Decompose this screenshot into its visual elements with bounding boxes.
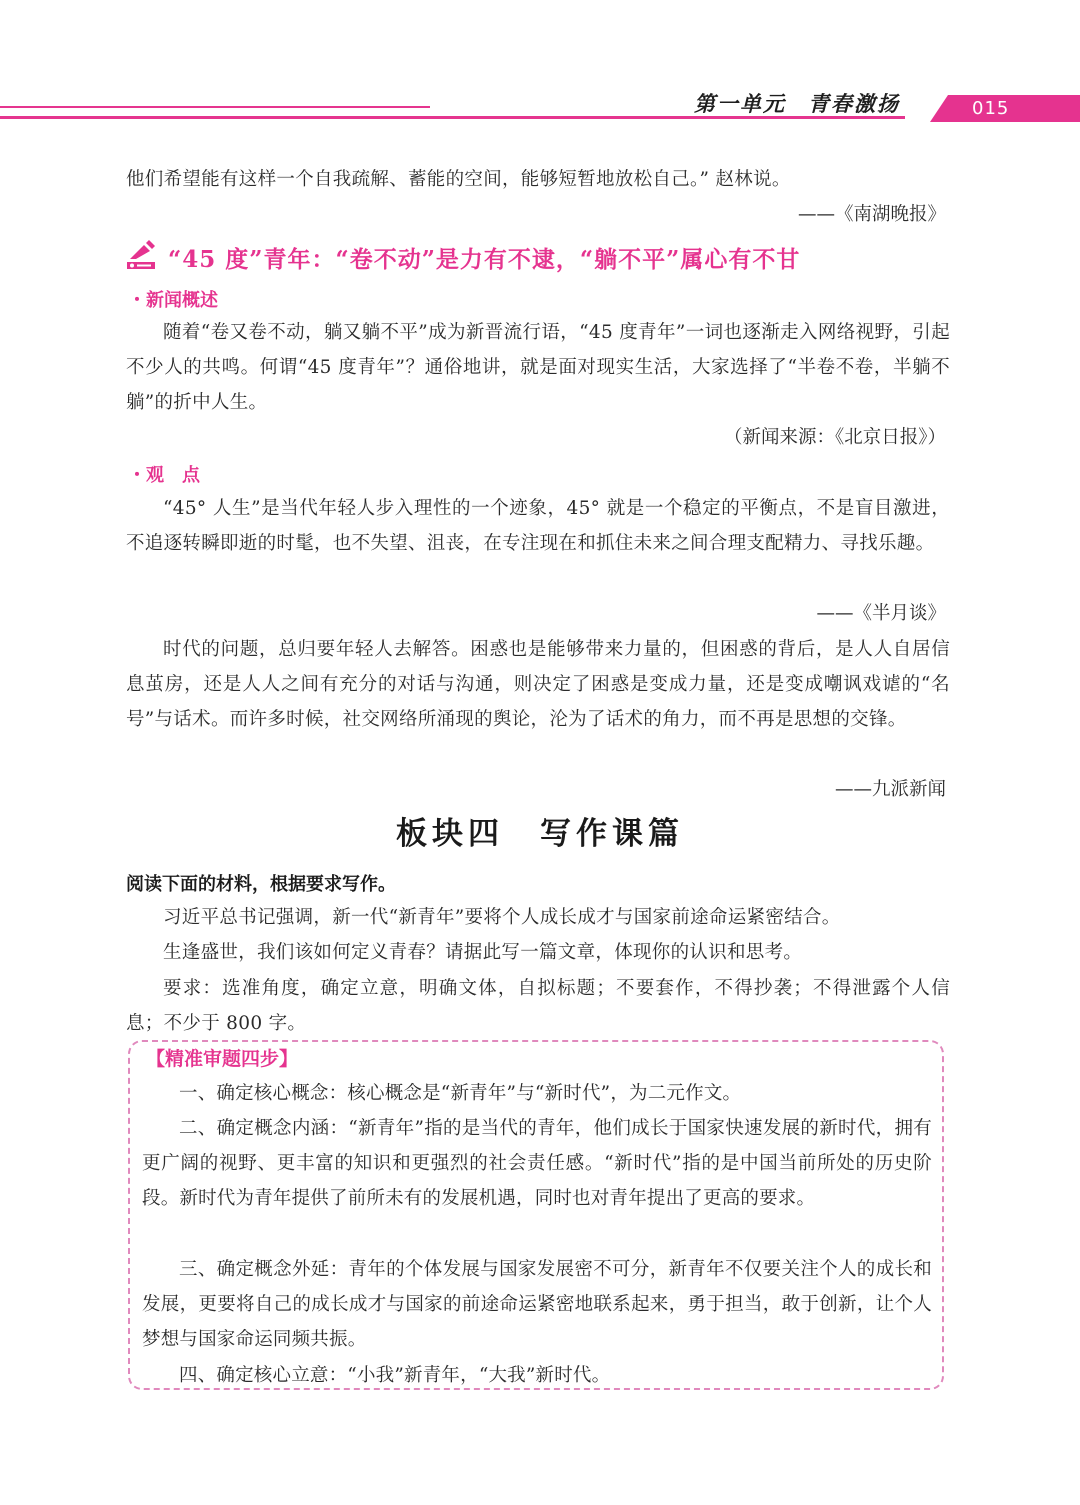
block-lead: 阅读下面的材料，根据要求写作。 <box>126 874 396 895</box>
step-4: 四、确定核心立意：“小我”新青年，“大我”新时代。 <box>179 1365 611 1386</box>
unit-theme: 青春激扬 <box>808 92 900 116</box>
section-heading <box>124 238 800 276</box>
unit-title <box>694 88 900 118</box>
views-paragraph-1: “45° 人生”是当代年轻人步入理性的一个迹象，45° 就是一个稳定的平衡点，不是盲目激进，不追逐转瞬即逝的时髦，也不失望、沮丧，在专注现在和抓住未来之间合理支配精力、寻找乐趣。 <box>126 498 950 554</box>
news-heading: ・新闻概述 <box>128 290 218 311</box>
block-title: 板块四 写作课篇 <box>396 816 684 852</box>
step-3: 三、确定概念外延：青年的个体发展与国家发展密不可分，新青年不仅要关注个人的成长和发展，更要将自己的成长成才与国家的前途命运紧密地联系起来，勇于担当，敢于创新，让个人梦想与国家命运同频共振。 <box>142 1259 932 1350</box>
step-1: 一、确定核心概念：核心概念是“新青年”与“新时代”，为二元作文。 <box>179 1083 742 1104</box>
news-body: 随着“卷又卷不动，躺又躺不平”成为新晋流行语，“45 度青年”一词也逐渐走入网络视野，引起不少人的共鸣。何谓“45 度青年”？通俗地讲，就是面对现实生活，大家选择了“半卷不卷，半躺不躺”的折中人生。 <box>126 322 950 413</box>
unit-label: 第一单元 <box>694 92 786 116</box>
material-line-2: 生逢盛世，我们该如何定义青春？请据此写一篇文章，体现你的认识和思考。 <box>163 942 803 963</box>
views-paragraph-2: 时代的问题，总归要年轻人去解答。困惑也是能够带来力量的，但困惑的背后，是人人自居信息茧房，还是人人之间有充分的对话与沟通，则决定了困惑是变成力量，还是变成嘲讽戏谑的“名号”与话术。而许多时候，社交网络所涌现的舆论，沦为了话术的角力，而不再是思想的交锋。 <box>126 639 950 730</box>
news-source: （新闻来源：《北京日报》） <box>723 427 946 448</box>
writing-requirement: 要求：选准角度，确定立意，明确文体，自拟标题；不要套作，不得抄袭；不得泄露个人信息；不少于 800 字。 <box>126 978 950 1034</box>
header-rule-thin <box>0 106 430 108</box>
pencil-book-icon <box>124 238 158 276</box>
views-heading: ・观 点 <box>128 465 200 486</box>
steps-title: 【精准审题四步】 <box>146 1048 299 1070</box>
step-2: 二、确定概念内涵：“新青年”指的是当代的青年，他们成长于国家快速发展的新时代，拥有更广阔的视野、更丰富的知识和更强烈的社会责任感。“新时代”指的是中国当前所处的历史阶段。新时代为青年提供了前所未有的发展机遇，同时也对青年提出了更高的要求。 <box>142 1118 932 1209</box>
views-source-2: ——九派新闻 <box>834 779 946 800</box>
page-number: 015 <box>972 98 1010 119</box>
intro-line: 他们希望能有这样一个自我疏解、蓄能的空间，能够短暂地放松自己。” 赵林说。 <box>126 169 791 190</box>
section-title: “45 度”青年：“卷不动”是力有不逮，“躺不平”属心有不甘 <box>168 245 801 273</box>
intro-source: ——《南湖晚报》 <box>797 204 946 225</box>
views-source-1: ——《半月谈》 <box>816 603 946 624</box>
material-line-1: 习近平总书记强调，新一代“新青年”要将个人成长成才与国家前途命运紧密结合。 <box>163 907 841 928</box>
